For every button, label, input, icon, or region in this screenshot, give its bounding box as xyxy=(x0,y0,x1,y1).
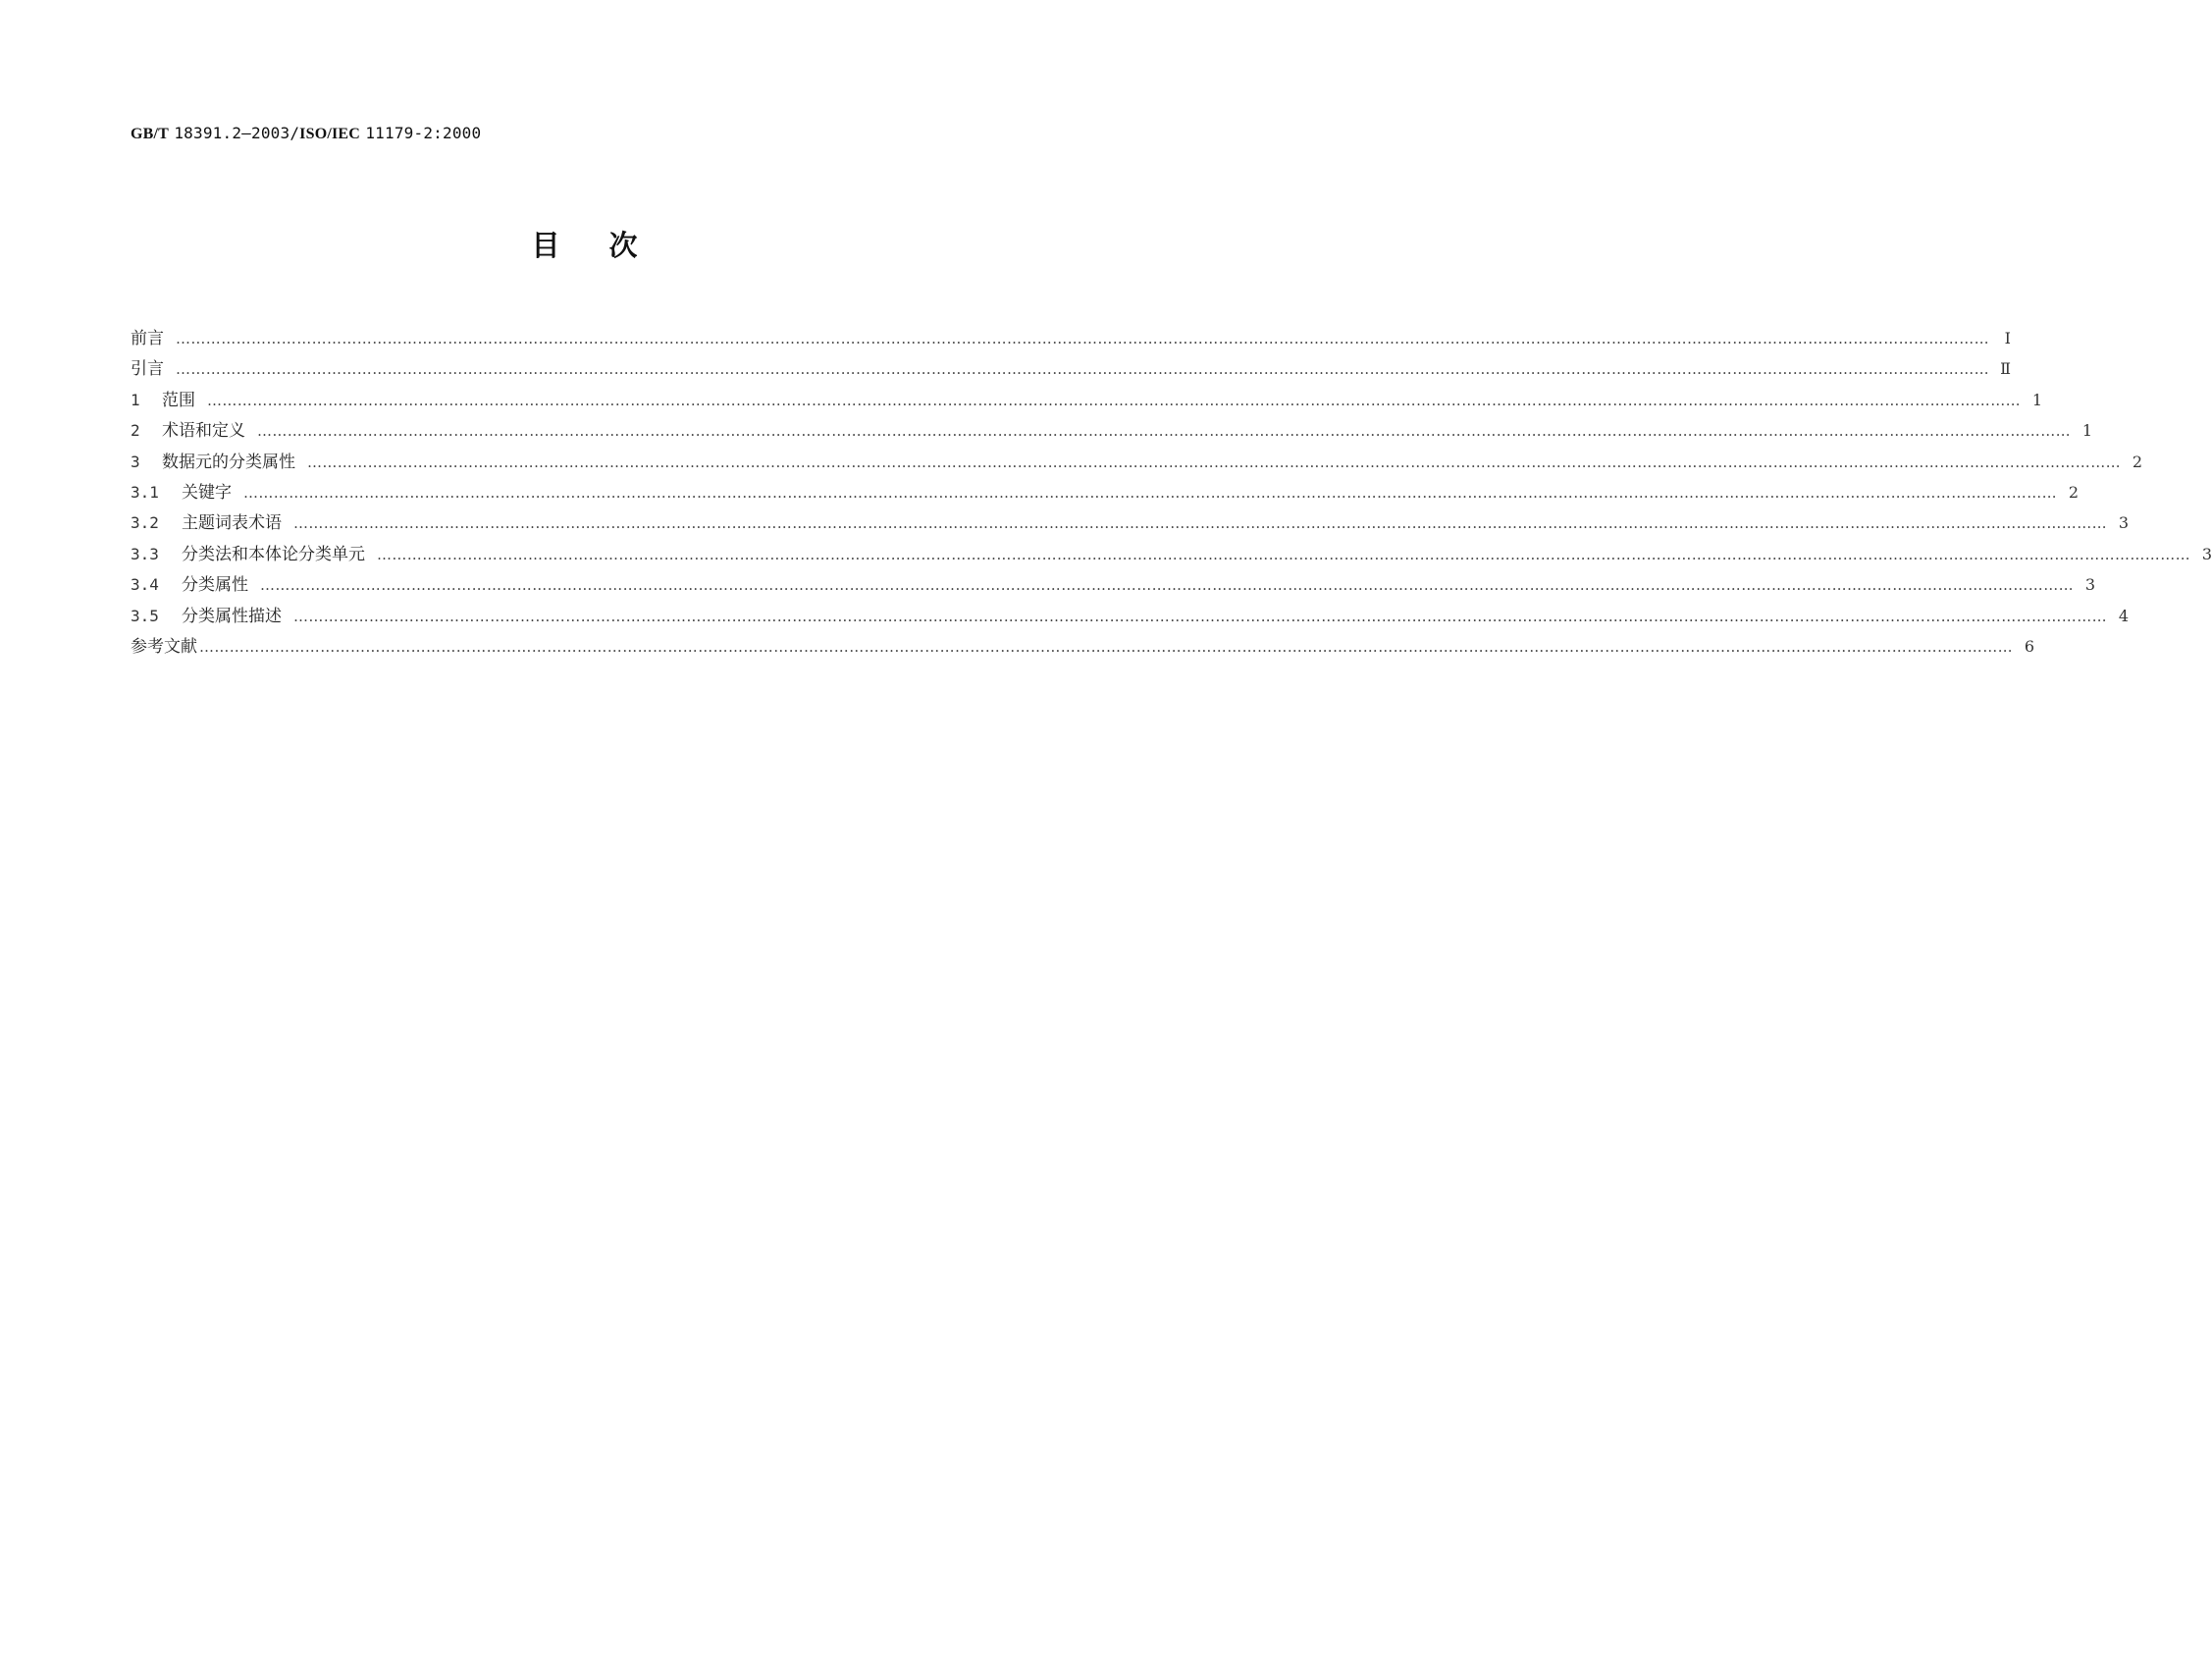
toc-entry-bibliography[interactable] xyxy=(131,632,2034,663)
toc-leader-dots: ……………………………………………………………………………………………………………………………………………………………………………………………………………………………………………………………………………………………………………………………… xyxy=(199,637,2013,656)
toc-entry-label xyxy=(131,570,248,595)
toc-leader-dots: ……………………………………………………………………………………………………………………………………………………………………………………………………………………………………………………………………………………………………………………………… xyxy=(257,422,2071,441)
toc-entry-title: 关键字 xyxy=(182,482,232,503)
toc-entry-number: 3.5 xyxy=(131,606,159,625)
toc-entry-label xyxy=(131,632,197,657)
toc-entry-title: 主题词表术语 xyxy=(182,513,282,534)
iso-prefix: ISO/IEC xyxy=(299,126,361,142)
standard-number: 18391.2—2003/ xyxy=(174,124,300,142)
toc-entry-label xyxy=(131,508,282,533)
toc-entry-title: 引言 xyxy=(131,359,164,380)
toc-entry-title: 范围 xyxy=(162,390,195,410)
toc-entry-thesaurus-terms[interactable] xyxy=(131,508,2129,539)
toc-title-char-1: 目 xyxy=(531,229,560,262)
toc-entry-number: 1 xyxy=(131,390,140,409)
toc-entry-title: 术语和定义 xyxy=(162,421,245,442)
toc-entry-page: 1 xyxy=(2031,390,2042,409)
toc-entry-label xyxy=(131,478,232,503)
toc-entry-label xyxy=(131,386,195,410)
toc-entry-page: 3 xyxy=(2201,544,2212,563)
toc-title-char-2: 次 xyxy=(608,229,638,262)
standard-header xyxy=(131,124,481,143)
toc-leader-dots: ……………………………………………………………………………………………………………………………………………………………………………………………………………………………………………………………………………………………………………………………… xyxy=(243,483,2057,502)
toc-leader-dots: ……………………………………………………………………………………………………………………………………………………………………………………………………………………………………………………………………………………………………………………………… xyxy=(307,453,2121,471)
toc-entry-page: 2 xyxy=(2132,452,2142,471)
toc-entry-number: 3.2 xyxy=(131,513,159,533)
toc-entry-number: 3.3 xyxy=(131,544,159,563)
toc-entry-number: 3.4 xyxy=(131,575,159,595)
toc-leader-dots: ……………………………………………………………………………………………………………………………………………………………………………………………………………………………………………………………………………………………………………………………… xyxy=(176,360,1989,379)
toc-entry-introduction[interactable] xyxy=(131,354,2011,385)
toc-entry-page: 6 xyxy=(2024,636,2034,656)
toc-leader-dots: ……………………………………………………………………………………………………………………………………………………………………………………………………………………………………………………………………………………………………………………………… xyxy=(260,576,2074,595)
toc-leader-dots: ……………………………………………………………………………………………………………………………………………………………………………………………………………………………………………………………………………………………………………………………… xyxy=(293,514,2107,533)
toc-leader-dots: ……………………………………………………………………………………………………………………………………………………………………………………………………………………………………………………………………………………………………………………………… xyxy=(207,391,2021,409)
toc-entry-title: 分类法和本体论分类单元 xyxy=(182,544,365,564)
toc-entry-attribute-description[interactable] xyxy=(131,602,2129,632)
toc-entry-page: Ⅰ xyxy=(2004,329,2011,347)
toc-entry-title: 前言 xyxy=(131,329,164,348)
table-of-contents xyxy=(131,324,2212,663)
toc-leader-dots: ……………………………………………………………………………………………………………………………………………………………………………………………………………………………………………………………………………………………………………………………… xyxy=(176,330,1989,347)
toc-entry-title: 数据元的分类属性 xyxy=(162,452,295,472)
toc-entry-terms[interactable] xyxy=(131,416,2092,447)
toc-entry-page: 4 xyxy=(2118,606,2129,625)
toc-entry-page: 3 xyxy=(2084,575,2095,595)
toc-entry-label xyxy=(131,354,164,379)
iso-number: 11179-2:2000 xyxy=(365,124,482,142)
standard-prefix: GB/T xyxy=(131,126,170,142)
toc-title xyxy=(0,224,1169,264)
toc-entry-label xyxy=(131,324,164,348)
toc-entry-page: Ⅱ xyxy=(2000,359,2011,379)
toc-entry-foreword[interactable] xyxy=(131,324,2011,354)
toc-entry-keywords[interactable] xyxy=(131,478,2079,508)
toc-entry-number: 2 xyxy=(131,421,140,441)
toc-entry-classification-attributes[interactable] xyxy=(131,448,2142,478)
toc-entry-title: 分类属性描述 xyxy=(182,606,282,626)
toc-entry-page: 3 xyxy=(2118,513,2129,533)
toc-entry-label xyxy=(131,448,295,472)
toc-entry-title: 分类属性 xyxy=(182,575,248,596)
toc-entry-scope[interactable] xyxy=(131,386,2042,416)
toc-entry-number: 3.1 xyxy=(131,482,159,502)
toc-entry-number: 3 xyxy=(131,452,140,471)
toc-entry-label xyxy=(131,602,282,626)
toc-entry-page: 1 xyxy=(2081,421,2092,441)
toc-entry-taxonomy-ontology[interactable] xyxy=(131,540,2212,570)
toc-entry-title: 参考文献 xyxy=(131,636,197,657)
toc-entry-page: 2 xyxy=(2068,482,2079,502)
toc-leader-dots: ……………………………………………………………………………………………………………………………………………………………………………………………………………………………………………………………………………………………………………………………… xyxy=(293,607,2107,625)
toc-entry-label xyxy=(131,416,245,441)
toc-leader-dots: ……………………………………………………………………………………………………………………………………………………………………………………………………………………………………………………………………………………………………………………………… xyxy=(377,545,2190,563)
toc-entry-classification-attribute[interactable] xyxy=(131,570,2095,601)
toc-entry-label xyxy=(131,540,365,564)
